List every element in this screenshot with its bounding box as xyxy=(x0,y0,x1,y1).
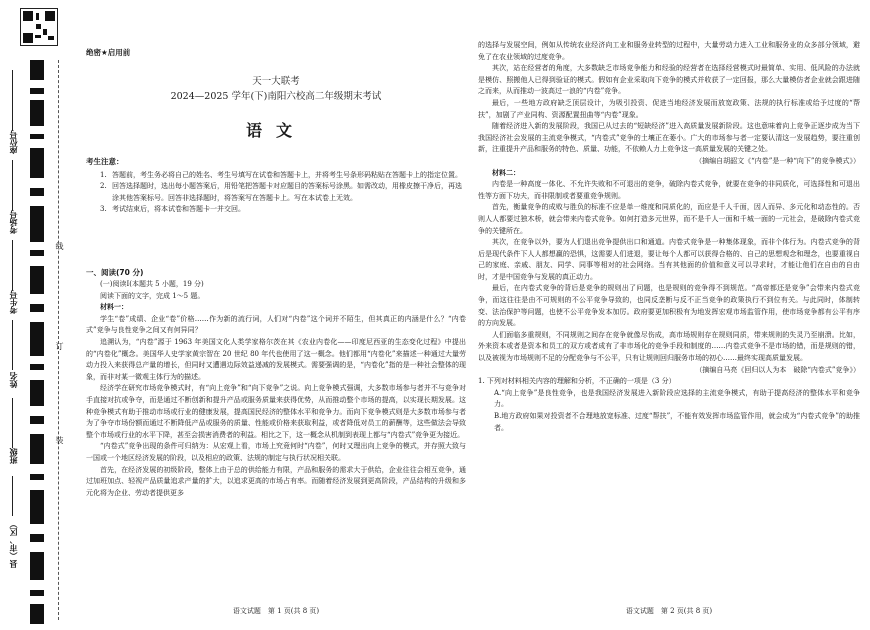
cut-word-line: 线 xyxy=(55,242,64,250)
source-citation: （摘编自胡韶文《“内卷”是一种“向下”的竞争模式》） xyxy=(695,156,860,165)
paragraph: 首先，在经济发展的初级阶段，整体上由于总的供给能力有限，产品和服务的需求大于供给，企业往往会相互竞争，通过加班加点、轻视产品质量追求产量的扩大，以追求更高的市场占有率。而随着经济发展到更高阶段，产品结构的升级和多元化将为企业、劳动者提供更多 xyxy=(86,465,466,497)
subject-title: 语文 xyxy=(245,121,306,140)
notice-item: 3. 考试结束后，将本试卷和答题卡一并交回。 xyxy=(100,205,245,214)
material-label: 材料二： xyxy=(492,168,520,177)
qr-code-icon xyxy=(20,8,58,46)
notice-item: 2. 回答选择题时，选出每小题答案后，用铅笔把答题卡对应题目的答案标号涂黑。如需改动，用橡皮擦干净后，再选涂其他答案标号。回答非选择题时，将答案写在答题卡上。写在本试卷上无效。 xyxy=(100,182,462,202)
field-line xyxy=(12,160,13,210)
reading-continued xyxy=(478,40,860,434)
binding-margin xyxy=(0,0,80,630)
page-footer: 语文试题 第 2 页(共 8 页) xyxy=(625,607,713,615)
county-label: 县（市、区） xyxy=(9,520,18,568)
notice-item: 1. 答题前，考生务必将自己的姓名、考生号填写在试卷和答题卡上，并将考生号条形码粘贴在答题卡上的指定位置。 xyxy=(100,171,462,179)
paragraph: 其次，在竞争以外，要为人们退出竞争提供出口和通道。内卷式竞争是一种集体现象，而非个体行为。内卷式竞争的背后是现代条件下人人都想赢的恐惧，这需要人们进退，要让每个人都可以获得合格的、自己的思想观念和理念，也要重视自己的家庭、亲戚、朋友、同学、同事等相对的社会网络。当有其他面的价值和意义可以寻求时，才能让他们在自由的自由时，才是中国竞争与发展的真正动力。 xyxy=(478,238,860,281)
secret-mark: 绝密★启用前 xyxy=(86,48,131,57)
notice-heading: 考生注意： xyxy=(86,157,124,166)
source-citation: （摘编自马亮《回归以人为本 破除“内卷式”竞争》） xyxy=(695,365,860,374)
page-footer: 语文试题 第 1 页(共 8 页) xyxy=(232,607,320,615)
seat-number-label: 座位号 xyxy=(9,130,18,154)
paragraph: 其次，站在经营者的角度，大多数缺乏市场竞争能力和经验的经营者在选择经营模式时最简单、实用、低风险的办法就是模仿、照搬他人已得到验证的模式。假如有企业采取向下竞争的模式并收获了一定回报，那么大量模仿者企业就会跟进随之而来，从而推动一波高过一浪的“内卷”竞争。 xyxy=(478,64,860,96)
candidate-number-label: 考生号 xyxy=(9,290,18,314)
option: B.地方政府如果对投资者不合理地放宽标准、过度“帮扶”，不能有效发挥市场监管作用，就会成为“内卷式竞争”的助推者。 xyxy=(494,412,860,432)
exam-room-label: 考场号 xyxy=(9,210,18,234)
paragraph: 学生“卷”成绩、企业“卷”价格……作为新的流行词，人们对“内卷”这个词并不陌生，但其真正的内涵是什么？“内卷式”竞争与良性竞争之间又有何异同？ xyxy=(86,314,466,335)
reading-section xyxy=(86,267,466,499)
paragraph: 经济学在研究市场竞争模式时，有“向上竞争”和“向下竞争”之说。向上竞争模式强调，大多数市场参与者并不与竞争对手直接对抗或争夺，而是通过不断创新和提升产品或服务质量来获得优势，从而推动整个市场的提高，以实现长期发展。这种竞争模式有助于推动市场或行业的健康发展，提高国民经济的整体水平和竞争力。而向下竞争模式则是大多数市场参与者为了争夺市场份额而通过不断降低产品或服务的质量、性能或价格来获取利益，或者降低对员工的薪酬等，这些做法会导致整个市场或行业的水平下降，甚至会损害消费者的利益。相比之下，这一概念从机制到表现上都与“内卷式”竞争更为接近。 xyxy=(86,384,466,439)
name-label: 姓名 xyxy=(9,372,18,388)
field-line xyxy=(12,398,13,448)
cut-word-staple: 订 xyxy=(55,342,64,350)
paragraph: 人们面临多重规则，不同规则之间存在竞争就像尽伤成，高市场规则存在规则同质，带来规则的失灵乃至崩溃。比如，外来资本或者是资本和员工的双方或者成有了非市场化的竞争手段和制度的……内卷式竞争不是市场的错，而是规则的错，以及被视为市场规则不足的分配竞争与不公平，只有让规则回归服务市场的初心……最终实现高质量发展。 xyxy=(478,330,860,363)
field-line xyxy=(12,320,13,370)
cut-word-bind: 装 xyxy=(55,436,64,444)
option: A.“向上竞争”是良性竞争，也是我国经济发展进入新阶段应选择的主流竞争模式，有助于提高经济的整体水平和竞争力。 xyxy=(494,388,860,409)
page-1 xyxy=(82,0,470,630)
field-line xyxy=(12,240,13,290)
paragraph: 最后，一些地方政府缺乏顶层设计，为吸引投资、促进当地经济发展而放宽政策、法规的执行标准或给予过度的“帮扶”，加剧了产业同构、资源配置扭曲等“内卷”现象。 xyxy=(478,98,860,119)
exam-title: 2024—2025 学年(下)南阳六校高二年级期末考试 xyxy=(170,91,382,102)
paragraph: “内卷式”竞争出现的条件可归纳为：从宏观上看，市场上究竟何时“内卷”，何时又理出向上竞争的模式，并存照大致与一国或一个地区经济发展的阶段，以及相应的政策、法规的制定与执行状况相关联。 xyxy=(86,442,466,462)
sub-heading: (一)阅读Ⅰ(本题共 5 小题，19 分) xyxy=(100,280,204,288)
section-heading: 一、阅读(70 分) xyxy=(86,268,144,277)
exam-organizer: 天一大联考 xyxy=(252,76,300,87)
page-2 xyxy=(474,0,864,630)
paragraph: 追溯认为，“内卷”源于 1963 年美国文化人类学家格尔茨在其《农业内卷化——印度尼西亚的生态变化过程》中提出的“内卷化”概念。美国华人史学家黄宗智在 20 世纪 80 年代也使用了这一概念。他们都用“内卷化”来描述一种通过大量劳动力投入来获得总产量的增长，但同时又遭遇边际效益递减的发展模式。需要强调的是，“内卷化”指的是一种社会整体的现象，而非对某一微观主体行为的描述。 xyxy=(86,337,466,381)
paragraph: 随着经济进入新的发展阶段，我国已从过去的“短缺经济”进入高质量发展新阶段。这也意味着向上竞争正逐步成为当下我国经济社会发展的主流竞争模式，“内卷式”竞争的土壤正在萎小。广大的市场参与者一定要认清这一发展趋势，要注重创新，注重提升产品和服务的特色、质量、功能，不依赖人力上竞争这一高质量发展的关键之处。 xyxy=(478,122,860,154)
material-label: 材料一： xyxy=(100,303,128,312)
cut-line xyxy=(58,60,59,620)
paragraph: 的选择与发展空间，例如从传统农业经济向工业和服务业转型的过程中，大量劳动力进入工业和服务业的众多部分领域，避免了在农业领域的过度竞争。 xyxy=(478,41,860,61)
notice-list xyxy=(100,170,462,216)
class-label: 班级 xyxy=(9,448,18,464)
field-line xyxy=(12,70,13,130)
question: 1. 下列对材料相关内容的理解和分析，不正确的一项是（3 分） xyxy=(478,377,676,386)
paragraph: 最后，在内卷式竞争的背后是竞争的规则出了问题，也是规则的竞争得不到规范。“高帝都还是竞争”会带来内卷式竞争，而这往往是由不可规则的不公平竞争导致的，也同反垄断与反不正当竞争的政策执行不到位有关。与此同时，体制转变、法治保护等问题，也使不公平竞争发本加厉。政府要更加积极有为地发挥宏观市场监管作用，使市场竞争都有公平有序的方向发展。 xyxy=(478,284,860,328)
binding-bar-pattern xyxy=(30,60,44,625)
field-line xyxy=(12,476,13,516)
paragraph: 首先，衡量竞争的成败与胜负的标准不应是单一维度和同质化的，而应是千人千面，因人而异、多元化和动态性的。否则人人都要过独木桥，就会带来内卷式竞争。如何打造多元世界，而不是千人一面和千城一面的一元社会，是破除内卷式竞争的关键所在。 xyxy=(478,203,860,235)
instruction: 阅读下面的文字，完成 1～5 题。 xyxy=(100,291,205,300)
paragraph: 内卷是一种高度一体化、不允许失败和不可退出的竞争，破除内卷式竞争，就要在竞争的非同质化，可选择性和可退出性等方面下功夫，而非限制或者要重竞争规则。 xyxy=(478,180,860,200)
